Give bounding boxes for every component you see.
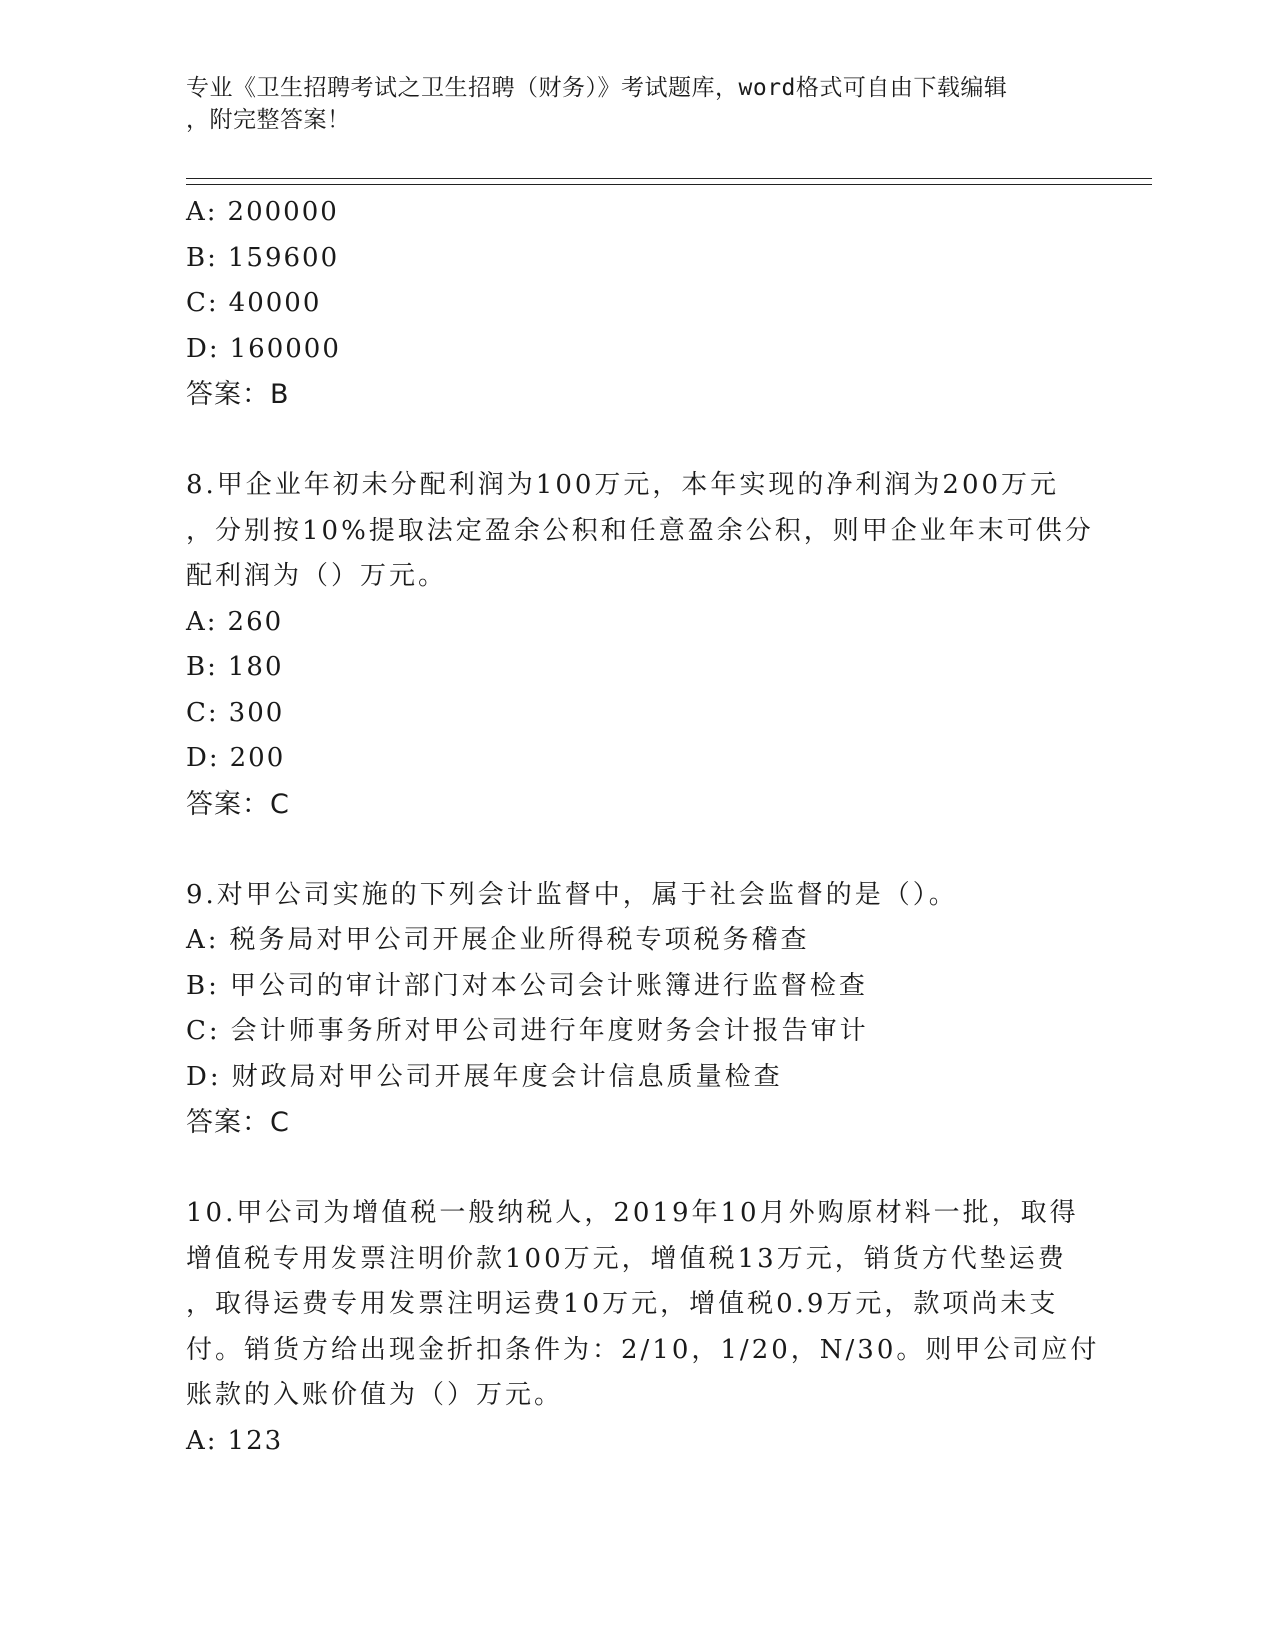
header-divider-top: [186, 178, 1152, 179]
question-text: 增值税专用发票注明价款100万元，增值税13万元，销货方代垫运费: [186, 1243, 1067, 1274]
option-d: D: 200: [186, 743, 286, 773]
question-text: 付。销货方给出现金折扣条件为：2/10，1/20，N/30。则甲公司应付: [186, 1334, 1100, 1365]
question-9: [186, 873, 1086, 1146]
option-c: C: 会计师事务所对甲公司进行年度财务会计报告审计: [186, 1016, 869, 1046]
question-8: [186, 463, 1094, 827]
header-line-2: ，附完整答案！: [186, 107, 351, 133]
option-a: A: 260: [186, 606, 284, 637]
question-text: ，取得运费专用发票注明运费10万元，增值税0.9万元，款项尚未支: [186, 1289, 1059, 1319]
answer: 答案：C: [186, 788, 290, 820]
option-b: B: 甲公司的审计部门对本公司会计账簿进行监督检查: [186, 970, 868, 1001]
question-7: [186, 190, 1086, 418]
page-header: [186, 72, 1066, 136]
option-c: C: 300: [186, 697, 285, 728]
question-text: ，分别按10%提取法定盈余公积和任意盈余公积，则甲企业年末可供分: [186, 515, 1094, 546]
option-a: A: 200000: [186, 197, 339, 227]
option-a: A: 税务局对甲公司开展企业所得税专项税务稽查: [186, 925, 810, 955]
question-text: 配利润为（）万元。: [186, 561, 448, 591]
option-c: C: 40000: [186, 288, 322, 318]
question-text: 9.对甲公司实施的下列会计监督中，属于社会监督的是（）。: [186, 879, 958, 910]
answer: 答案：C: [186, 1107, 290, 1138]
option-b: B: 180: [186, 652, 284, 682]
answer: 答案：B: [186, 379, 290, 410]
header-line-1: 专业《卫生招聘考试之卫生招聘（财务）》考试题库，word格式可自由下载编辑: [186, 75, 1008, 101]
question-text: 账款的入账价值为（）万元。: [186, 1380, 564, 1410]
question-10: [186, 1191, 1100, 1464]
option-b: B: 159600: [186, 242, 340, 273]
option-d: D: 财政局对甲公司开展年度会计信息质量检查: [186, 1061, 783, 1092]
question-text: 10.甲公司为增值税一般纳税人，2019年10月外购原材料一批，取得: [186, 1198, 1079, 1228]
question-content: [186, 190, 1100, 1464]
header-divider-bottom: [186, 184, 1152, 185]
option-a: A: 123: [186, 1425, 284, 1456]
question-text: 8.甲企业年初未分配利润为100万元，本年实现的净利润为200万元: [186, 470, 1060, 500]
option-d: D: 160000: [186, 333, 341, 364]
